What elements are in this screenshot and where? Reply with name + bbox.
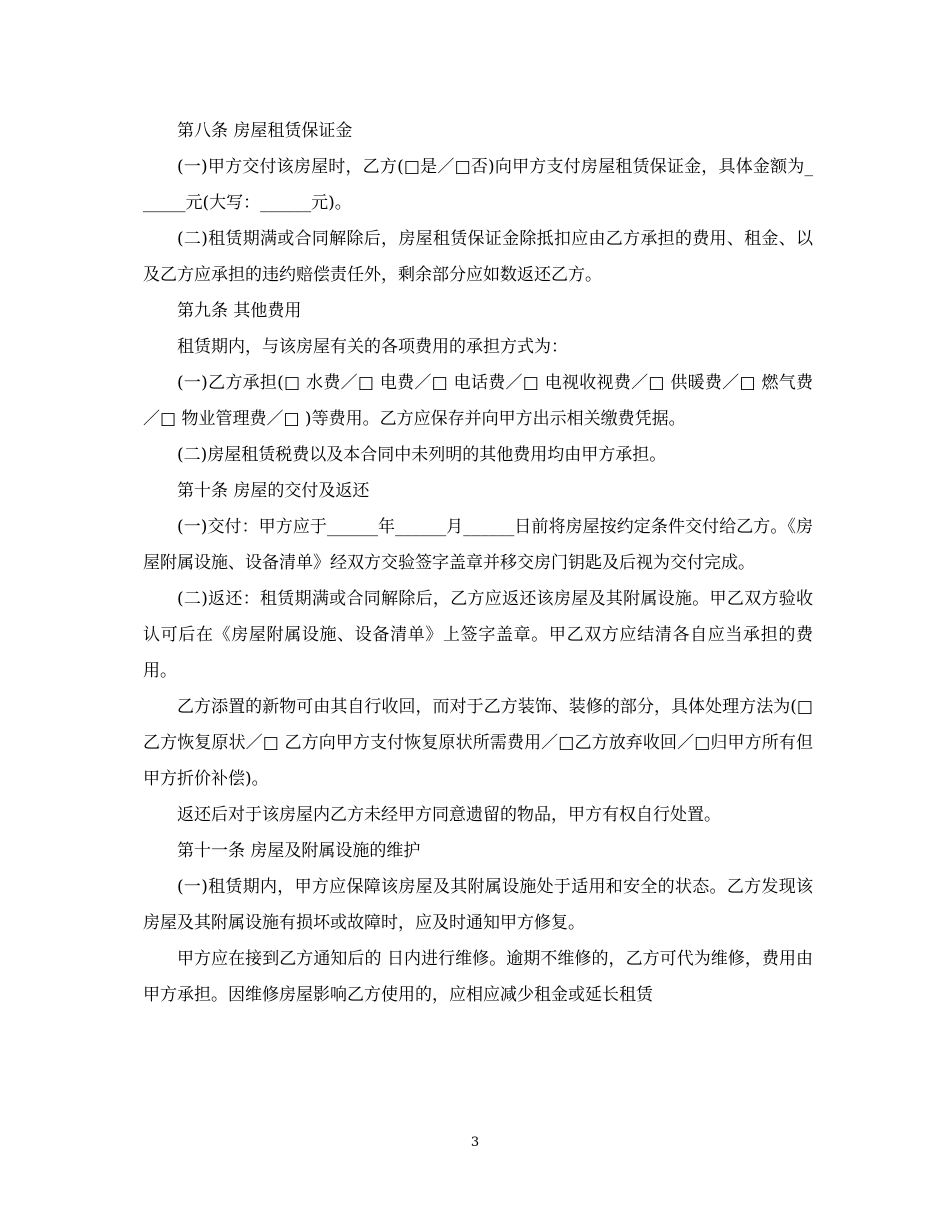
article-10-paragraph-3: 乙方添置的新物可由其自行收回，而对于乙方装饰、装修的部分，具体处理方法为(□乙方恢复原状／□ 乙方向甲方支付恢复原状所需费用／□乙方放弃收回／□归甲方所有但甲方折价补偿)。 (143, 697, 813, 789)
article-10-heading: 第十条 房屋的交付及返还 (177, 481, 370, 501)
article-10-clause-1: (一)交付：甲方应于______年______月______日前将房屋按约定条件交付给乙方。《房屋附属设施、设备清单》经双方交验签字盖章并移交房门钥匙及后视为交付完成。 (143, 517, 813, 573)
article-11-clause-1: (一)租赁期内，甲方应保障该房屋及其附属设施处于适用和安全的状态。乙方发现该房屋及其附属设施有损坏或故障时，应及时通知甲方修复。 (143, 877, 813, 933)
document-body (143, 113, 813, 1013)
article-9-clause-1: (一)乙方承担(□ 水费／□ 电费／□ 电话费／□ 电视收视费／□ 供暖费／□ 燃气费／□ 物业管理费／□ )等费用。乙方应保存并向甲方出示相关缴费凭据。 (143, 373, 813, 429)
article-8-heading: 第八条 房屋租赁保证金 (177, 121, 353, 141)
article-8-clause-1: (一)甲方交付该房屋时，乙方(□是／□否)向甲方支付房屋租赁保证金，具体金额为______元(大写：______元)。 (143, 157, 813, 213)
article-10-clause-2: (二)返还：租赁期满或合同解除后，乙方应返还该房屋及其附属设施。甲乙双方验收认可后在《房屋附属设施、设备清单》上签字盖章。甲乙双方应结清各自应当承担的费用。 (143, 589, 813, 681)
article-11-paragraph-2: 甲方应在接到乙方通知后的 日内进行维修。逾期不维修的，乙方可代为维修，费用由甲方承担。因维修房屋影响乙方使用的，应相应减少租金或延长租赁 (143, 949, 813, 1005)
page-number: 3 (470, 1135, 480, 1150)
article-10-paragraph-4: 返还后对于该房屋内乙方未经甲方同意遗留的物品，甲方有权自行处置。 (177, 805, 721, 825)
article-9-intro: 租赁期内，与该房屋有关的各项费用的承担方式为： (177, 337, 568, 357)
article-9-heading: 第九条 其他费用 (177, 301, 302, 321)
article-9-clause-2: (二)房屋租赁税费以及本合同中未列明的其他费用均由甲方承担。 (177, 445, 667, 465)
article-11-heading: 第十一条 房屋及附属设施的维护 (177, 841, 421, 861)
article-8-clause-2: (二)租赁期满或合同解除后，房屋租赁保证金除抵扣应由乙方承担的费用、租金、以及乙方应承担的违约赔偿责任外，剩余部分应如数返还乙方。 (143, 229, 813, 285)
